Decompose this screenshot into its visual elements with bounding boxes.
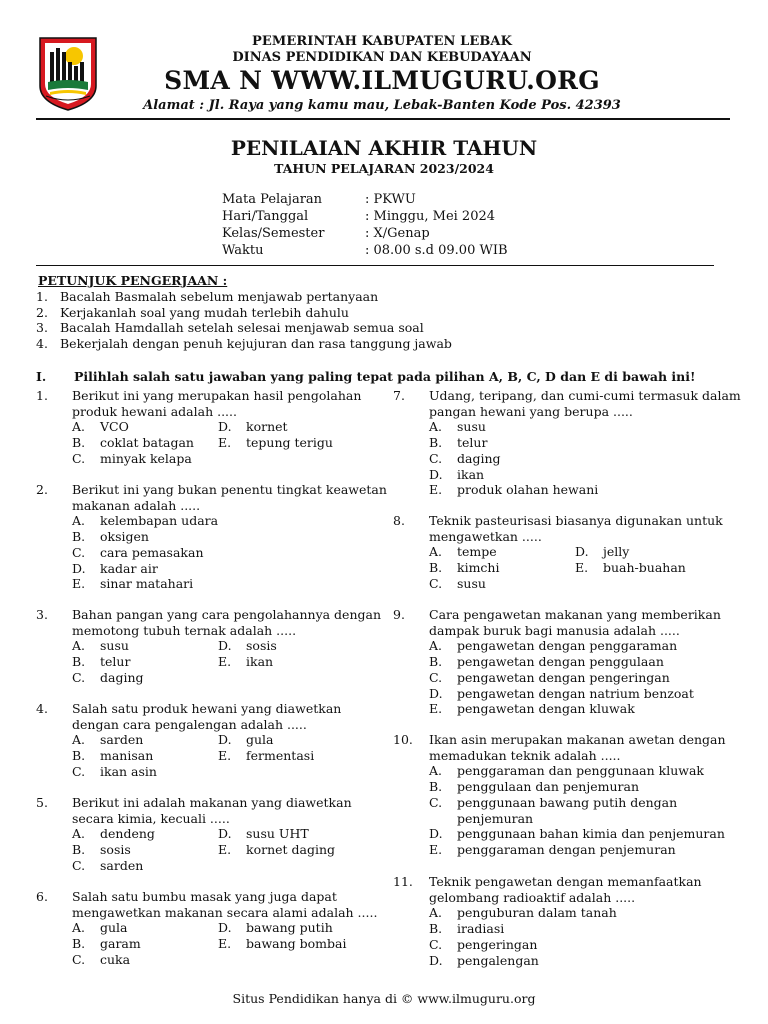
section-number: I. bbox=[36, 369, 47, 384]
option-text: pengeringan bbox=[457, 936, 538, 952]
question-text-line: memotong tubuh ternak adalah ..... bbox=[72, 622, 297, 638]
info-row-subject bbox=[222, 191, 542, 208]
question-text bbox=[429, 388, 741, 419]
question-text-line: gelombang radioaktif adalah ..... bbox=[429, 889, 636, 905]
option-letter: A. bbox=[72, 732, 86, 748]
question-number: 7. bbox=[393, 388, 405, 403]
school-name: SMA N WWW.ILMUGURU.ORG bbox=[164, 66, 600, 95]
letterhead-line-2: DINAS PENDIDIKAN DAN KEBUDAYAAN bbox=[232, 50, 532, 65]
option-letter: E. bbox=[218, 936, 232, 952]
option-letter: D. bbox=[429, 466, 443, 482]
option-letter: B. bbox=[72, 654, 86, 670]
option-text: oksigen bbox=[100, 529, 149, 545]
option-letter: E. bbox=[218, 654, 232, 670]
option-text: penggunaan bawang putih dengan bbox=[457, 794, 678, 810]
instructions-title: PETUNJUK PENGERJAAN : bbox=[38, 273, 228, 288]
question-text bbox=[72, 482, 387, 513]
option-letter: B. bbox=[72, 529, 86, 545]
school-address: Alamat : Jl. Raya yang kamu mau, Lebak-Banten Kode Pos. 42393 bbox=[143, 98, 621, 113]
letterhead-line-1: PEMERINTAH KABUPATEN LEBAK bbox=[251, 34, 512, 49]
option-letter: B. bbox=[429, 779, 443, 795]
option-text: bawang bombai bbox=[246, 936, 347, 952]
option-letter: D. bbox=[218, 419, 232, 435]
option-text: penggaraman dengan penjemuran bbox=[457, 841, 676, 857]
option-letter: C. bbox=[72, 857, 86, 873]
question-text-line: secara kimia, kecuali ..... bbox=[72, 810, 230, 826]
question-number: 8. bbox=[393, 513, 405, 528]
option-letter: C. bbox=[72, 951, 86, 967]
option-text: susu bbox=[457, 575, 486, 591]
question-text-line: Teknik pasteurisasi biasanya digunakan untuk bbox=[429, 513, 723, 528]
question-number: 2. bbox=[36, 482, 48, 497]
option-letter: C. bbox=[429, 669, 443, 685]
option-text: penggunaan bahan kimia dan penjemuran bbox=[457, 826, 725, 842]
option-letter: D. bbox=[429, 685, 443, 701]
option-text: kornet bbox=[246, 419, 288, 435]
question-number: 9. bbox=[393, 607, 405, 622]
option-letter: C. bbox=[72, 544, 86, 560]
exam-subtitle: TAHUN PELAJARAN 2023/2024 bbox=[274, 161, 494, 176]
info-key: Kelas/Semester bbox=[222, 226, 325, 241]
question-text-line: produk hewani adalah ..... bbox=[72, 403, 237, 419]
question-number: 3. bbox=[36, 607, 48, 622]
option-text: penggaraman dan penggunaan kluwak bbox=[457, 763, 704, 779]
option-text: tepung terigu bbox=[246, 435, 333, 451]
instruction-number: 2. bbox=[36, 304, 48, 320]
option-letter: E. bbox=[575, 560, 589, 576]
info-rule bbox=[36, 265, 714, 266]
option-letter: D. bbox=[218, 638, 232, 654]
option-text: kadar air bbox=[100, 560, 158, 576]
question-text bbox=[429, 607, 729, 638]
option-letter: E. bbox=[218, 748, 232, 764]
regency-logo bbox=[36, 34, 100, 112]
question-text-line: Berikut ini yang merupakan hasil pengolahan bbox=[72, 388, 362, 403]
option-text: ikan asin bbox=[100, 763, 157, 779]
question-number: 11. bbox=[393, 874, 413, 889]
option-letter: D. bbox=[72, 560, 86, 576]
instruction-number: 1. bbox=[36, 289, 48, 304]
info-row-class bbox=[222, 225, 542, 242]
option-text: gula bbox=[246, 732, 274, 748]
option-text: sarden bbox=[100, 857, 144, 873]
question-text-line: Cara pengawetan makanan yang memberikan bbox=[429, 607, 721, 622]
option-text: penjemuran bbox=[457, 810, 534, 826]
option-letter: A. bbox=[72, 920, 86, 936]
option-text: produk olahan hewani bbox=[457, 482, 599, 498]
option-text: daging bbox=[457, 450, 501, 466]
option-letter: A. bbox=[429, 763, 443, 779]
question-text-line: Salah satu produk hewani yang diawetkan bbox=[72, 701, 342, 716]
option-text: minyak kelapa bbox=[100, 450, 192, 466]
option-letter: D. bbox=[218, 732, 232, 748]
option-text: ikan bbox=[246, 654, 274, 670]
question-text-line: Udang, teripang, dan cumi-cumi termasuk dalam bbox=[429, 388, 741, 403]
option-letter: E. bbox=[218, 435, 232, 451]
info-value: : PKWU bbox=[365, 192, 416, 207]
option-text: ikan bbox=[457, 466, 485, 482]
option-letter: C. bbox=[429, 936, 443, 952]
info-value: : X/Genap bbox=[365, 226, 430, 241]
option-text: susu bbox=[100, 638, 129, 654]
question-text-line: mengawetkan makanan secara alami adalah ..... bbox=[72, 904, 378, 920]
exam-title: PENILAIAN AKHIR TAHUN bbox=[230, 136, 538, 160]
option-letter: A. bbox=[429, 544, 443, 560]
option-text: telur bbox=[457, 435, 488, 451]
option-text: kelembapan udara bbox=[100, 513, 219, 529]
instruction-number: 3. bbox=[36, 320, 48, 336]
question-text bbox=[429, 732, 729, 763]
option-text: tempe bbox=[457, 544, 497, 560]
option-text: daging bbox=[100, 669, 144, 685]
option-letter: A. bbox=[72, 826, 86, 842]
option-text: telur bbox=[100, 654, 131, 670]
instruction-text: Bacalah Basmalah sebelum menjawab pertanyaan bbox=[60, 289, 379, 304]
question-text-line: pangan hewani yang berupa ..... bbox=[429, 403, 633, 419]
exam-info bbox=[222, 191, 542, 259]
option-letter: D. bbox=[218, 920, 232, 936]
option-text: coklat batagan bbox=[100, 435, 194, 451]
option-text: jelly bbox=[603, 544, 630, 560]
question-text-line: dengan cara pengalengan adalah ..... bbox=[72, 716, 307, 732]
option-letter: E. bbox=[429, 482, 443, 498]
option-letter: D. bbox=[575, 544, 589, 560]
question-text bbox=[72, 607, 382, 638]
question-text bbox=[72, 388, 372, 419]
option-text: pengawetan dengan kluwak bbox=[457, 701, 635, 717]
option-letter: C. bbox=[429, 450, 443, 466]
option-text: bawang putih bbox=[246, 920, 333, 936]
info-row-time bbox=[222, 242, 542, 259]
question-text-line: mengawetkan ..... bbox=[429, 528, 542, 544]
option-text: garam bbox=[100, 936, 141, 952]
option-text: pengalengan bbox=[457, 952, 539, 968]
option-text: cara pemasakan bbox=[100, 544, 204, 560]
info-key: Waktu bbox=[222, 243, 264, 258]
option-letter: E. bbox=[429, 841, 443, 857]
option-letter: C. bbox=[429, 575, 443, 591]
option-letter: D. bbox=[429, 826, 443, 842]
option-text: manisan bbox=[100, 748, 154, 764]
question-number: 5. bbox=[36, 795, 48, 810]
option-text: VCO bbox=[100, 419, 129, 435]
option-text: cuka bbox=[100, 951, 131, 967]
question-text bbox=[72, 701, 372, 732]
question-text-line: makanan adalah ..... bbox=[72, 497, 201, 513]
question-number: 1. bbox=[36, 388, 48, 403]
section-instruction: Pilihlah salah satu jawaban yang paling tepat pada pilihan A, B, C, D dan E di bawah ini! bbox=[74, 369, 696, 384]
option-letter: A. bbox=[72, 513, 86, 529]
question-text-line: Teknik pengawetan dengan memanfaatkan bbox=[429, 874, 702, 889]
option-letter: C. bbox=[72, 763, 86, 779]
option-letter: B. bbox=[72, 435, 86, 451]
option-letter: E. bbox=[429, 701, 443, 717]
option-text: pengawetan dengan penggulaan bbox=[457, 654, 664, 670]
instruction-text: Bacalah Hamdallah setelah selesai menjawab semua soal bbox=[60, 320, 424, 336]
option-letter: B. bbox=[429, 560, 443, 576]
info-row-date bbox=[222, 208, 542, 225]
question-number: 4. bbox=[36, 701, 48, 716]
option-letter: C. bbox=[429, 794, 443, 810]
option-letter: A. bbox=[429, 419, 443, 435]
option-text: iradiasi bbox=[457, 921, 505, 937]
question-text bbox=[429, 874, 729, 905]
letterhead bbox=[36, 32, 728, 118]
question-text-line: Ikan asin merupakan makanan awetan dengan bbox=[429, 732, 726, 747]
question-number: 6. bbox=[36, 889, 48, 904]
instruction-text: Kerjakanlah soal yang mudah terlebih dahulu bbox=[60, 304, 349, 320]
option-letter: D. bbox=[218, 826, 232, 842]
option-letter: A. bbox=[429, 638, 443, 654]
letterhead-rule bbox=[36, 118, 730, 120]
option-text: buah-buahan bbox=[603, 560, 686, 576]
option-letter: B. bbox=[72, 842, 86, 858]
option-letter: B. bbox=[429, 654, 443, 670]
question-text-line: memadukan teknik adalah ..... bbox=[429, 747, 621, 763]
option-text: fermentasi bbox=[246, 748, 315, 764]
option-text: sinar matahari bbox=[100, 576, 194, 592]
option-text: sosis bbox=[100, 842, 131, 858]
option-letter: A. bbox=[429, 905, 443, 921]
option-letter: D. bbox=[429, 952, 443, 968]
option-text: dendeng bbox=[100, 826, 155, 842]
option-letter: A. bbox=[72, 419, 86, 435]
question-text bbox=[72, 889, 378, 920]
instruction-number: 4. bbox=[36, 336, 48, 352]
option-letter: B. bbox=[72, 748, 86, 764]
option-letter: C. bbox=[72, 450, 86, 466]
question-text-line: Bahan pangan yang cara pengolahannya dengan bbox=[72, 607, 382, 622]
option-text: penguburan dalam tanah bbox=[457, 905, 617, 921]
option-letter: E. bbox=[218, 842, 232, 858]
option-text: penggulaan dan penjemuran bbox=[457, 779, 640, 795]
option-letter: A. bbox=[72, 638, 86, 654]
option-text: gula bbox=[100, 920, 128, 936]
option-text: pengawetan dengan natrium benzoat bbox=[457, 685, 694, 701]
question-text bbox=[72, 795, 372, 826]
option-text: kimchi bbox=[457, 560, 500, 576]
option-text: sarden bbox=[100, 732, 144, 748]
info-key: Hari/Tanggal bbox=[222, 209, 309, 224]
question-number: 10. bbox=[393, 732, 413, 747]
info-value: : 08.00 s.d 09.00 WIB bbox=[365, 243, 508, 258]
option-text: susu UHT bbox=[246, 826, 309, 842]
instruction-text: Bekerjalah dengan penuh kejujuran dan rasa tanggung jawab bbox=[60, 336, 452, 352]
option-letter: B. bbox=[72, 936, 86, 952]
option-letter: C. bbox=[72, 669, 86, 685]
question-text-line: Salah satu bumbu masak yang juga dapat bbox=[72, 889, 337, 904]
option-text: pengawetan dengan pengeringan bbox=[457, 669, 670, 685]
option-letter: B. bbox=[429, 435, 443, 451]
option-text: kornet daging bbox=[246, 842, 336, 858]
question-text bbox=[429, 513, 729, 544]
info-key: Mata Pelajaran bbox=[222, 192, 323, 207]
option-letter: E. bbox=[72, 576, 86, 592]
option-letter: B. bbox=[429, 921, 443, 937]
question-text-line: Berikut ini adalah makanan yang diawetkan bbox=[72, 795, 352, 810]
question-text-line: dampak buruk bagi manusia adalah ..... bbox=[429, 622, 680, 638]
info-value: : Minggu, Mei 2024 bbox=[365, 209, 496, 224]
option-text: pengawetan dengan penggaraman bbox=[457, 638, 678, 654]
question-text-line: Berikut ini yang bukan penentu tingkat keawetan bbox=[72, 482, 387, 497]
option-text: sosis bbox=[246, 638, 277, 654]
option-text: susu bbox=[457, 419, 486, 435]
page-footer: Situs Pendidikan hanya di © www.ilmuguru.org bbox=[232, 991, 536, 1006]
